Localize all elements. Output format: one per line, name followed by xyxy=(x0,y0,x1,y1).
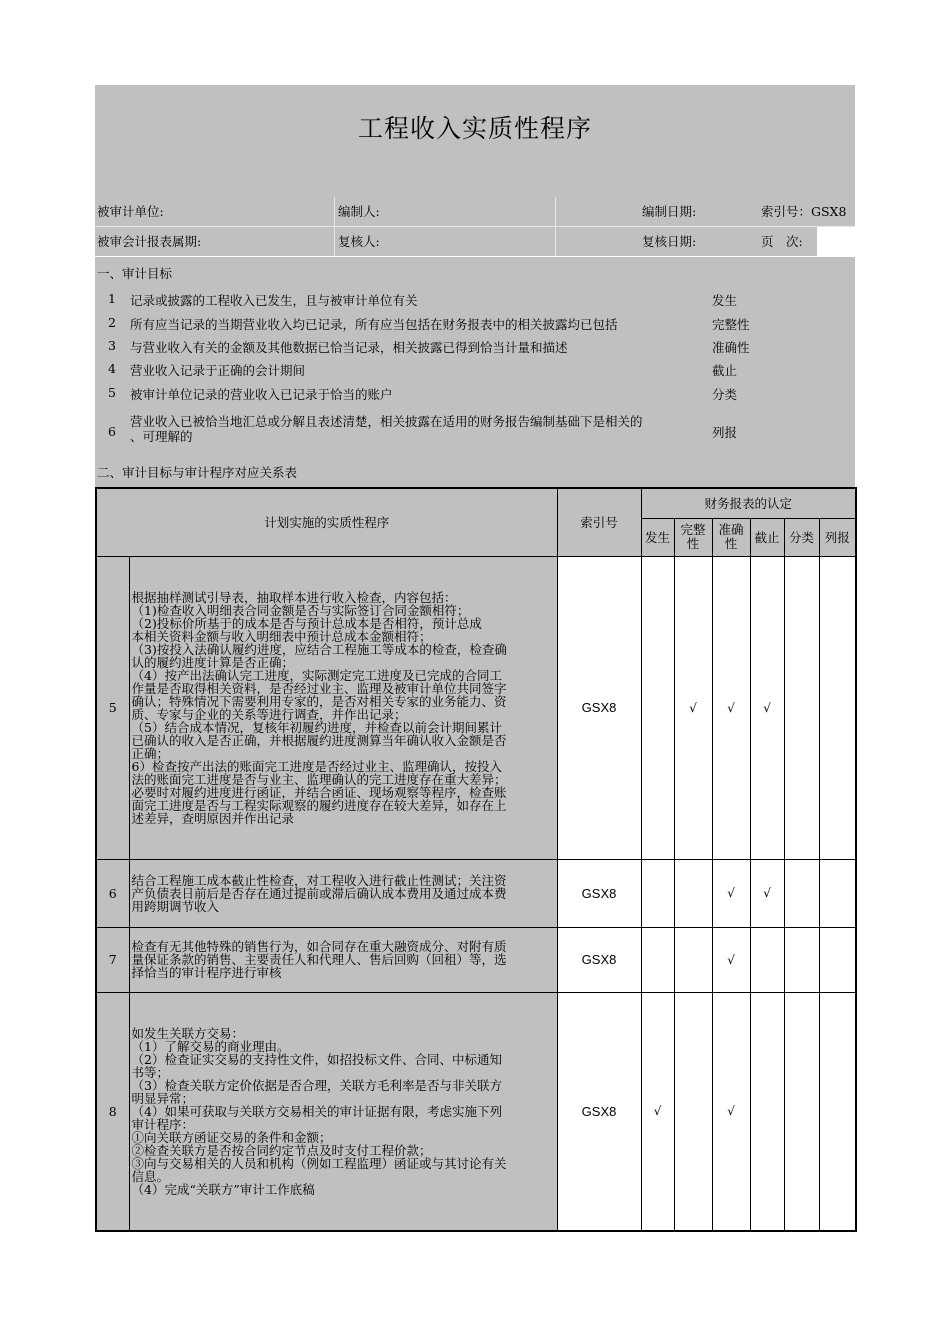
check-class xyxy=(784,859,819,927)
check-present xyxy=(819,927,856,992)
check-complete xyxy=(674,992,712,1231)
check-cutoff: √ xyxy=(750,859,784,927)
objective-number: 2 xyxy=(108,315,116,330)
row-number: 8 xyxy=(96,992,129,1231)
check-complete xyxy=(674,859,712,927)
check-present xyxy=(819,992,856,1231)
audited-unit-label: 被审计单位: xyxy=(97,204,164,219)
period-label: 被审会计报表属期: xyxy=(97,234,202,249)
col-header-accuracy: 准确性 xyxy=(712,518,750,556)
index-cell: GSX8 xyxy=(557,927,641,992)
reviewer-label: 复核人: xyxy=(334,227,380,256)
check-occur xyxy=(641,556,674,859)
objective-number: 3 xyxy=(108,338,116,353)
objective-text: 与营业收入有关的金额及其他数据已恰当记录，相关披露已得到恰当计量和描述 xyxy=(130,340,568,355)
col-header-class: 分类 xyxy=(784,518,819,556)
divider xyxy=(555,227,556,256)
section-heading: 二、审计目标与审计程序对应关系表 xyxy=(97,465,298,480)
col-header-procedure: 计划实施的实质性程序 xyxy=(96,488,557,556)
page-title: 工程收入实质性程序 xyxy=(357,114,592,143)
check-accuracy: √ xyxy=(712,859,750,927)
col-header-index: 索引号 xyxy=(557,488,641,556)
objective-number: 4 xyxy=(108,361,116,376)
objective-text: 、可理解的 xyxy=(130,429,193,444)
page-number-label: 页 次: xyxy=(761,234,803,249)
objective-text: 记录或披露的工程收入已发生，且与被审计单位有关 xyxy=(130,293,418,308)
check-present xyxy=(819,556,856,859)
col-header-assertions: 财务报表的认定 xyxy=(641,488,856,518)
check-class xyxy=(784,927,819,992)
check-cutoff xyxy=(750,992,784,1231)
col-header-occur: 发生 xyxy=(641,518,674,556)
section-heading: 一、审计目标 xyxy=(97,266,173,281)
check-accuracy: √ xyxy=(712,556,750,859)
index-number: 索引号：GSX8 xyxy=(761,204,847,219)
check-complete xyxy=(674,927,712,992)
objective-assertion: 分类 xyxy=(712,387,738,402)
row-number: 7 xyxy=(96,927,129,992)
objective-number: 5 xyxy=(108,385,116,400)
objective-assertion: 截止 xyxy=(712,363,738,378)
check-cutoff xyxy=(750,927,784,992)
index-cell: GSX8 xyxy=(557,859,641,927)
procedure-text: 检查有无其他特殊的销售行为，如合同存在重大融资成分、对附有质 量保证条款的销售、主要责任人和代理人、售后回购（回租）等，选 择恰当的审计程序进行审核 xyxy=(129,927,557,992)
check-class xyxy=(784,556,819,859)
objective-number: 1 xyxy=(108,291,116,306)
check-class xyxy=(784,992,819,1231)
divider xyxy=(555,197,556,226)
procedure-text: 根据抽样测试引导表，抽取样本进行收入检查，内容包括： （1)检查收入明细表合同金额是否与实际签订合同金额相符； （2)投标价所基于的成本是否与预计总成本是否相符，预计总成 本相关资料金额与收入明细表中预计总成本金额相符； （3)按投入法确认履约进度，应结合工程施工等成本的检查，检查确 认的履约进度计算是否正确； （4）按产出法确认完工进度，实际测定完工进度及已完成的合同工 作量是否取得相关资料，是否经过业主、监理及被审计单位共同签字 确认；特殊情况下需要利用专家的，是否对相关专家的业务能力、资 质、专家与企业的关系等进行调查，并作出记录； （5）结合成本情况，复核年初履约进度，并检查以前会计期间累计 已确认的收入是否正确，并根据履约进度测算当年确认收入金额是否 正确； 6）检查按产出法的账面完工进度是否经过业主、监理确认，按投入 法的账面完工进度是否与业主、监理确认的完工进度存在重大差异； 必要时对履约进度进行函证，并结合函证、现场观察等程序，检查账 面完工进度是否与工程实际观察的履约进度存在较大差异，如存在上 述差异，查明原因并作出记录 xyxy=(129,556,557,859)
divider xyxy=(95,226,855,227)
title-block xyxy=(95,85,855,197)
objective-assertion: 完整性 xyxy=(712,317,750,332)
index-cell: GSX8 xyxy=(557,556,641,859)
check-complete: √ xyxy=(674,556,712,859)
objective-number: 6 xyxy=(108,424,116,439)
objective-assertion: 发生 xyxy=(712,293,738,308)
row-number: 5 xyxy=(96,556,129,859)
check-occur xyxy=(641,927,674,992)
check-accuracy: √ xyxy=(712,927,750,992)
check-cutoff: √ xyxy=(750,556,784,859)
table-row xyxy=(96,927,856,992)
procedure-text: 结合工程施工成本截止性检查，对工程收入进行截止性测试；关注资 产负债表日前后是否存在通过提前或滞后确认成本费用及通过成本费 用跨期调节收入 xyxy=(129,859,557,927)
table-row xyxy=(96,859,856,927)
header-row-1 xyxy=(95,197,855,226)
check-accuracy: √ xyxy=(712,992,750,1231)
table-row xyxy=(96,992,856,1231)
procedure-text: 如发生关联方交易： （1）了解交易的商业理由。 （2）检查证实交易的支持性文件，如招投标文件、合同、中标通知 书等； （3）检查关联方定价依据是否合理，关联方毛利率是否与非关联方 明显异常； （4）如果可获取与关联方交易相关的审计证据有限，考虑实施下列 审计程序： ①向关联方函证交易的条件和金额； ②检查关联方是否按合同约定节点及时支付工程价款； ③向与交易相关的人员和机构（例如工程监理）函证或与其讨论有关 信息。 （4）完成“关联方”审计工作底稿 xyxy=(129,992,557,1231)
prep-date-label: 编制日期: xyxy=(642,204,697,219)
col-header-cutoff: 截止 xyxy=(750,518,784,556)
check-occur: √ xyxy=(641,992,674,1231)
row-number: 6 xyxy=(96,859,129,927)
objective-assertion: 列报 xyxy=(712,425,738,440)
index-cell: GSX8 xyxy=(557,992,641,1231)
check-present xyxy=(819,859,856,927)
objective-text: 被审计单位记录的营业收入已记录于恰当的账户 xyxy=(130,387,393,402)
review-date-label: 复核日期: xyxy=(642,234,697,249)
check-occur xyxy=(641,859,674,927)
header-row-2 xyxy=(95,227,817,256)
objective-text: 营业收入已被恰当地汇总或分解且表述清楚，相关披露在适用的财务报告编制基础下是相关的 xyxy=(130,414,643,429)
procedure-table xyxy=(95,487,857,1232)
preparer-label: 编制人: xyxy=(334,197,380,226)
col-header-complete: 完整性 xyxy=(674,518,712,556)
objective-text: 营业收入记录于正确的会计期间 xyxy=(130,363,306,378)
col-header-present: 列报 xyxy=(819,518,856,556)
objective-text: 所有应当记录的当期营业收入均已记录，所有应当包括在财务报表中的相关披露均已包括 xyxy=(130,317,618,332)
objective-assertion: 准确性 xyxy=(712,340,750,355)
table-row xyxy=(96,556,856,859)
